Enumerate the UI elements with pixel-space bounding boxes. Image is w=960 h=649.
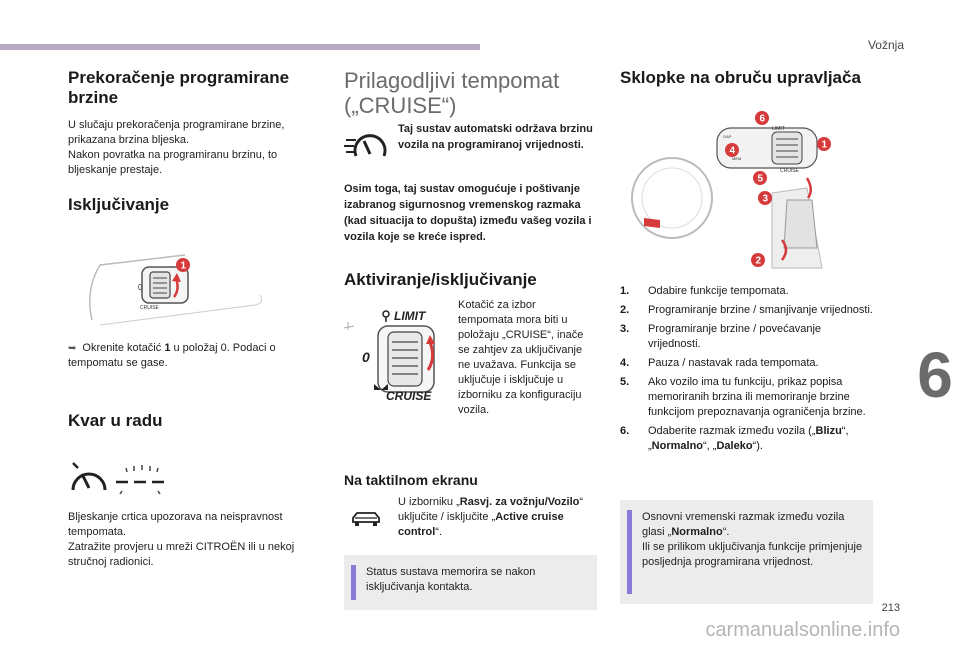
callout-1	[817, 137, 831, 151]
touchscreen-post: “.	[435, 526, 443, 538]
section-label: Vožnja	[867, 38, 904, 52]
header-bar	[0, 44, 480, 50]
svg-text:MEM: MEM	[732, 156, 742, 161]
watermark: carmanualsonline.info	[705, 619, 900, 641]
note-accent-bar	[627, 510, 632, 594]
stalk-off-illustration	[80, 245, 280, 335]
off-instruction	[68, 341, 318, 371]
activation-title: Aktiviranje/isključivanje	[344, 270, 537, 289]
svg-text:4: 4	[729, 145, 736, 157]
off-bullet-num: 1	[164, 342, 171, 354]
svg-text:5: 5	[757, 173, 764, 185]
svg-text:1: 1	[821, 139, 828, 151]
cruise-title: Prilagodljivi tempomat („CRUISE“)	[344, 68, 560, 118]
svg-text:1: 1	[180, 260, 187, 272]
callout-5	[753, 171, 767, 185]
list-item: 2. Programiranje brzine / smanjivanje vrijednosti.	[620, 304, 873, 316]
callout-3	[758, 191, 772, 205]
cruise-selector-illustration	[344, 308, 452, 404]
cruise-control-icon	[344, 128, 394, 162]
bullet-icon: ➥	[68, 343, 77, 354]
touchscreen-title: Na taktilnom ekranu	[344, 472, 478, 488]
switches-title: Sklopke na obruču upravljača	[620, 68, 861, 87]
label-zero: 0	[362, 349, 370, 365]
cruise-more: Osim toga, taj sustav omogućuje i poštivanje izabranog sigurnosnog vremenskog razmaka (kad situacija to dopušta) između vašeg vozila i vozila koje se kreće ispred.	[344, 183, 592, 243]
overspeed-text-2: Nakon povratka na programiranu brzinu, to bljeskanje prestaje.	[68, 149, 278, 176]
speedometer-fault-icon	[68, 460, 188, 500]
list-item: 6. Odaberite razmak između vozila („Blizu“, „Normalno“, „Daleko“).	[620, 425, 849, 452]
svg-text:3: 3	[762, 193, 769, 205]
off-bullet-pre: Okrenite kotačić	[82, 342, 165, 354]
off-bullet-post: u položaj 0. Podaci o tempomatu se gase.	[68, 342, 276, 369]
status-note-text: Status sustava memorira se nakon isključivanja kontakta.	[366, 566, 536, 593]
svg-text:6: 6	[759, 113, 766, 125]
status-note	[344, 555, 597, 610]
touchscreen-menu: Rasvj. za vožnju/Vozilo	[459, 496, 580, 508]
touchscreen-option: Active cruise control	[398, 511, 564, 538]
cruise-intro: Taj sustav automatski održava brzinu vozila na programiranoj vrijednosti.	[398, 123, 593, 151]
touchscreen-mid: “ uključite / isključite „	[398, 496, 584, 523]
list-item: 1. Odabire funkcije tempomata.	[620, 285, 789, 297]
steering-switches-illustration	[622, 108, 862, 278]
off-title: Isključivanje	[68, 195, 170, 214]
callout-4	[725, 143, 739, 157]
list-item: 5. Ako vozilo ima tu funkciju, prikaz popisa memoriranih brzina ili memoriranje brzine funkcijom prepoznavanja ograničenja brzine.	[620, 376, 866, 418]
page-number: 213	[881, 602, 900, 614]
switch-functions-list	[620, 284, 876, 458]
svg-text:CRUISE: CRUISE	[140, 305, 159, 311]
activation-text: Kotačić za izbor tempomata mora biti u položaju „CRUISE“, inače se zahtjev za uključivanje ne uvažava. Funkcija se uključuje i isključuje u izborniku za konfiguraciju vozila.	[458, 299, 584, 416]
svg-text:GAP: GAP	[723, 134, 732, 139]
fault-text-2: Zatražite provjeru u mreži CITROËN ili u nekoj stručnoj radionici.	[68, 541, 295, 568]
list-item: 4. Pauza / nastavak rada tempomata.	[620, 357, 819, 369]
overspeed-text-1: U slučaju prekoračenja programirane brzine, prikazana brzina bljeska.	[68, 119, 285, 146]
overspeed-title: Prekoračenje programirane brzine	[68, 68, 290, 107]
gap-note-text-2: Ili se prilikom uključivanja funkcije primjenjuje posljednja programirana vrijednost.	[642, 541, 863, 568]
car-icon	[350, 508, 382, 528]
touchscreen-pre: U izborniku „	[398, 496, 460, 508]
callout-2	[751, 253, 765, 267]
fault-text-1: Bljeskanje crtica upozorava na neispravnost tempomata.	[68, 511, 283, 538]
svg-text:0: 0	[138, 283, 143, 292]
svg-text:2: 2	[755, 255, 762, 267]
label-limit: LIMIT	[394, 309, 426, 323]
touchscreen-text	[398, 495, 596, 540]
list-item: 3. Programiranje brzine / povećavanje vrijednosti.	[620, 323, 822, 350]
svg-text:LIMIT: LIMIT	[772, 126, 785, 132]
note-accent-bar	[351, 565, 356, 600]
chapter-number: 6	[910, 332, 960, 418]
fault-title: Kvar u radu	[68, 411, 163, 430]
label-cruise: CRUISE	[386, 389, 432, 403]
gap-note-text-1: Osnovni vremenski razmak između vozila glasi „Normalno“.	[642, 511, 845, 538]
callout-6	[755, 111, 769, 125]
svg-text:CRUISE: CRUISE	[780, 168, 799, 174]
gap-note	[620, 500, 873, 604]
